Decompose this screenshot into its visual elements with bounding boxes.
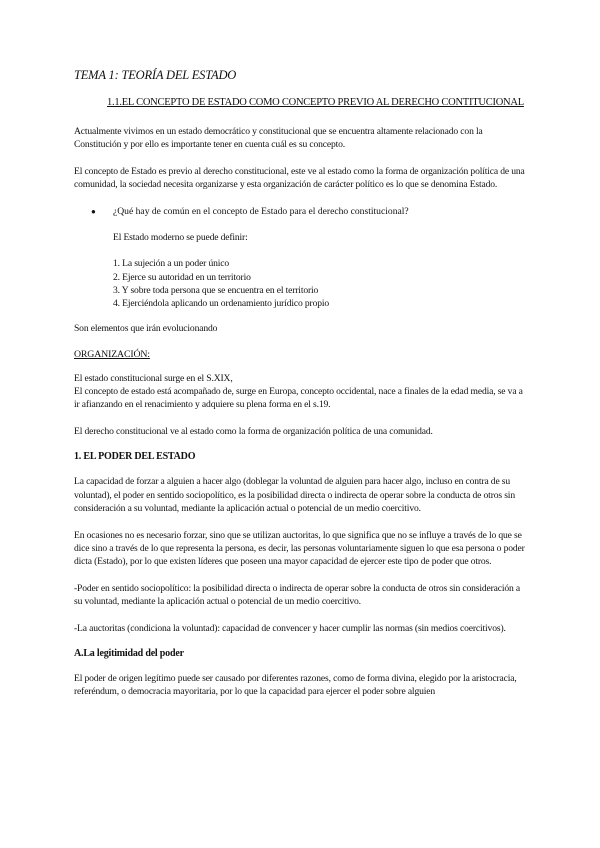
section-subtitle: 1.1.EL CONCEPTO DE ESTADO COMO CONCEPTO PREVIO AL DERECHO CONTITUCIONAL: [107, 97, 524, 108]
paragraph-definicion-auctoritas: -La auctoritas (condiciona la voluntad): capacidad de convencer y hacer cumplir las normas (sin medios coercitivos).: [74, 622, 506, 634]
section-organizacion: ORGANIZACIÓN:: [74, 348, 150, 360]
heading-legitimidad: A.La legitimidad del poder: [74, 647, 184, 659]
org-line-1: El estado constitucional surge en el S.XIX,: [74, 372, 233, 384]
bullet-item: [91, 205, 530, 218]
page-title: TEMA 1: TEORÍA DEL ESTADO: [74, 68, 237, 82]
paragraph-auctoritas: En ocasiones no es necesario forzar, sino que se utilizan auctoritas, lo que significa que no se influye a través de lo que se dice sino a través de lo que representa la persona, es decir, las personas voluntariamente siguen lo que esa persona o poder dicta (Estado), por lo que existen líderes que poseen una mayor capacidad de ejercer este tipo de poder que otros.: [74, 529, 525, 568]
paragraph-evolving: Son elementos que irán evolucionando: [74, 323, 218, 335]
paragraph-modern-state: El Estado moderno se puede definir:: [113, 232, 248, 244]
list-item: 1. La sujeción a un poder único: [113, 258, 230, 270]
paragraph-concept: El concepto de Estado es previo al derecho constitucional, este ve al estado como la forma de organización política de una comunidad, la sociedad necesita organizarse y esta organización de carácter político es lo que se denomina Estado.: [74, 165, 525, 191]
paragraph-definicion-poder: -Poder en sentido sociopolítico: la posibilidad directa o indirecta de operar sobre la conducta de otros sin consideración a su voluntad, mediante la aplicación actual o potencial de un medio coercitivo.: [74, 582, 521, 608]
paragraph-intro: Actualmente vivimos en un estado democrático y constitucional que se encuentra altamente relacionado con la Constitución y por ello es importante tener en cuenta cuál es su concepto.: [74, 126, 483, 151]
org-line-2: El concepto de estado está acompañado de, surge en Europa, concepto occidental, nace a finales de la edad media, se va a ir afianzando en el renacimiento y adquiere su plena forma en el s.19.: [74, 386, 523, 411]
paragraph-poder: La capacidad de forzar a alguien a hacer algo (doblegar la voluntad de alguien para hacer algo, incluso en contra de su voluntad), el poder en sentido sociopolítico, es la posibilidad directa o indirecta de operar sobre la conducta de otros sin consideración a su voluntad, mediante la aplicación actual o potencial de un medio coercitivo.: [74, 476, 515, 515]
paragraph-legitimidad: El poder de origen legítimo puede ser causado por diferentes razones, como de forma divina, elegido por la aristocracia, referéndum, o democracia mayoritaria, por lo que la capacidad para ejercer el poder sobre alguien: [74, 672, 517, 698]
bullet-text: ¿Qué hay de común en el concepto de Estado para el derecho constitucional?: [113, 205, 409, 217]
list-item: 3. Y sobre toda persona que se encuentra en el territorio: [113, 284, 319, 296]
bullet-icon: ●: [91, 206, 96, 216]
paragraph-organizacion: [74, 372, 530, 412]
numbered-list: [113, 257, 530, 310]
list-item: 4. Ejerciéndola aplicando un ordenamiento jurídico propio: [113, 298, 330, 310]
heading-poder-estado: 1. EL PODER DEL ESTADO: [74, 451, 196, 463]
list-item: 2. Ejerce su autoridad en un territorio: [113, 271, 251, 283]
document-body: [74, 68, 530, 712]
paragraph-derecho: El derecho constitucional ve al estado como la forma de organización política de una comunidad.: [74, 425, 433, 437]
